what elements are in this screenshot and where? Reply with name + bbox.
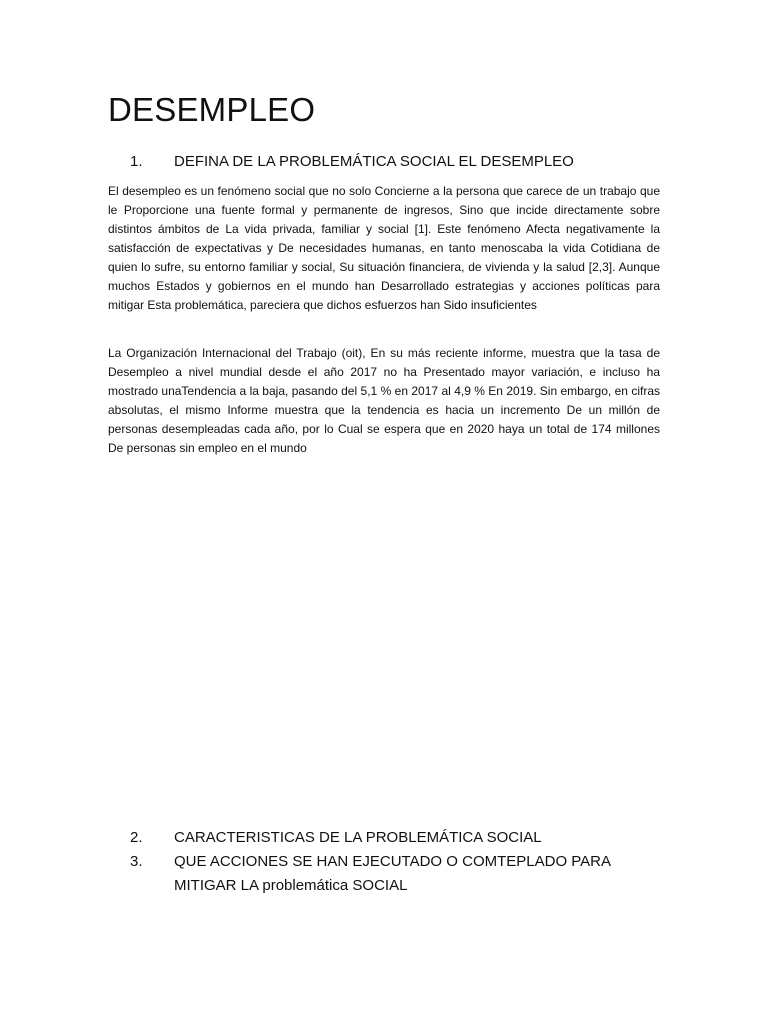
page-title: DESEMPLEO <box>108 91 316 128</box>
section-title: CARACTERISTICAS DE LA PROBLEMÁTICA SOCIAL <box>174 829 542 846</box>
section-number: 1. <box>130 153 143 170</box>
paragraph-definition: El desempleo es un fenómeno social que no solo Concierne a la persona que carece de un trabajo que le Proporcione una fuente formal y permanente de ingresos, Sino que incide directamente sobre distintos ámbitos de La vida privada, familiar y social [1]. Este fenómeno Afecta negativamente la satisfacción de expectativas y De necesidades humanas, en tanto menoscaba la vida Cotidiana de quien lo sufre, su entorno familiar y social, Su situación financiera, de vivienda y la salud [2,3]. Aunque muchos Estados y gobiernos en el mundo han Desarrollado estrategias y acciones políticas para mitigar Esta problemática, pareciera que dichos esfuerzos han Sido insuficientes <box>108 184 660 312</box>
section-number: 3. <box>130 853 143 870</box>
section-title: DEFINA DE LA PROBLEMÁTICA SOCIAL EL DESEMPLEO <box>174 153 574 170</box>
section-number: 2. <box>130 829 143 846</box>
section-title: QUE ACCIONES SE HAN EJECUTADO O COMTEPLADO PARA MITIGAR LA problemática SOCIAL <box>174 853 611 894</box>
section-heading-3 <box>108 850 668 898</box>
paragraph-oit-report: La Organización Internacional del Trabajo (oit), En su más reciente informe, muestra que la tasa de Desempleo a nivel mundial desde el año 2017 no ha Presentado mayor variación, e incluso ha mostrado unaTendencia a la baja, pasando del 5,1 % en 2017 al 4,9 % En 2019. Sin embargo, en cifras absolutas, el mismo Informe muestra que la tendencia es hacia un incremento De un millón de personas desempleadas cada año, por lo Cual se espera que en 2020 haya un total de 174 millones De personas sin empleo en el mundo <box>108 346 660 455</box>
